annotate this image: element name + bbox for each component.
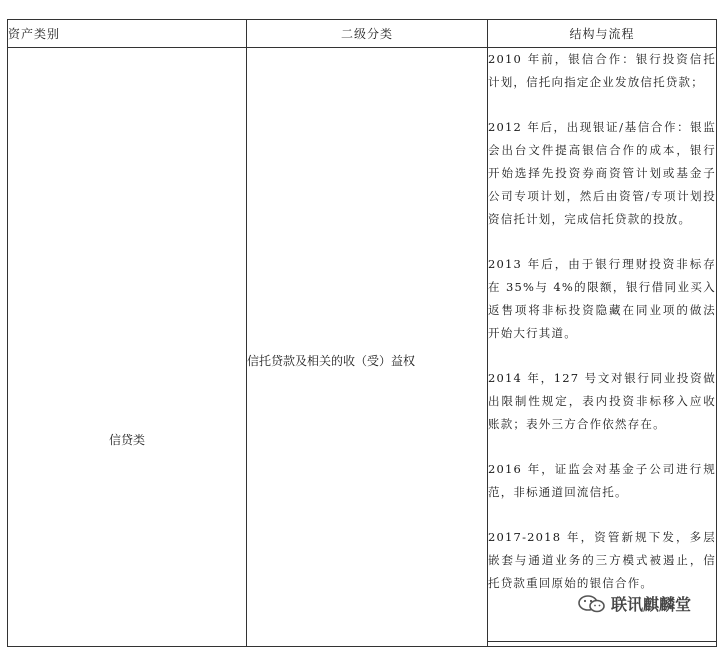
flow-paragraph: 2016 年，证监会对基金子公司进行规范，非标通道回流信托。	[488, 462, 716, 499]
header-subcategory: 二级分类	[247, 20, 488, 48]
category-text: 信贷类	[108, 432, 145, 447]
row-divider	[487, 641, 716, 642]
flow-paragraph: 2017-2018 年，资管新规下发，多层嵌套与通道业务的三方模式被遏止，信托贷款重回原始的银信合作。	[488, 530, 716, 590]
header-structure-flow: 结构与流程	[488, 20, 717, 48]
flow-paragraph: 2012 年后，出现银证/基信合作：银监会出台文件提高银信合作的成本，银行开始选择先投资券商资管计划或基金子公司专项计划，然后由资管/专项计划投资信托计划，完成信托贷款的投放。	[488, 120, 716, 226]
flow-paragraph: 2010 年前，银信合作：银行投资信托计划，信托向指定企业发放信托贷款；	[488, 52, 716, 89]
watermark	[577, 592, 691, 615]
header-asset-category: 资产类别	[8, 20, 247, 48]
wechat-icon	[577, 593, 607, 615]
asset-table	[7, 19, 717, 647]
flow-cell	[488, 48, 717, 647]
table-row	[8, 48, 717, 647]
watermark-text: 联讯麒麟堂	[611, 595, 692, 614]
flow-paragraph: 2014 年，127 号文对银行同业投资做出限制性规定，表内投资非标移入应收账款；表外三方合作依然存在。	[488, 371, 716, 431]
subcategory-cell	[247, 48, 488, 647]
category-cell	[8, 48, 247, 647]
header-row	[8, 20, 717, 48]
subcategory-text: 信托贷款及相关的收（受）益权	[247, 353, 416, 368]
flow-paragraph: 2013 年后，由于银行理财投资非标存在 35%与 4%的限额，银行借同业买入返售项将非标投资隐藏在同业项的做法开始大行其道。	[488, 257, 716, 340]
